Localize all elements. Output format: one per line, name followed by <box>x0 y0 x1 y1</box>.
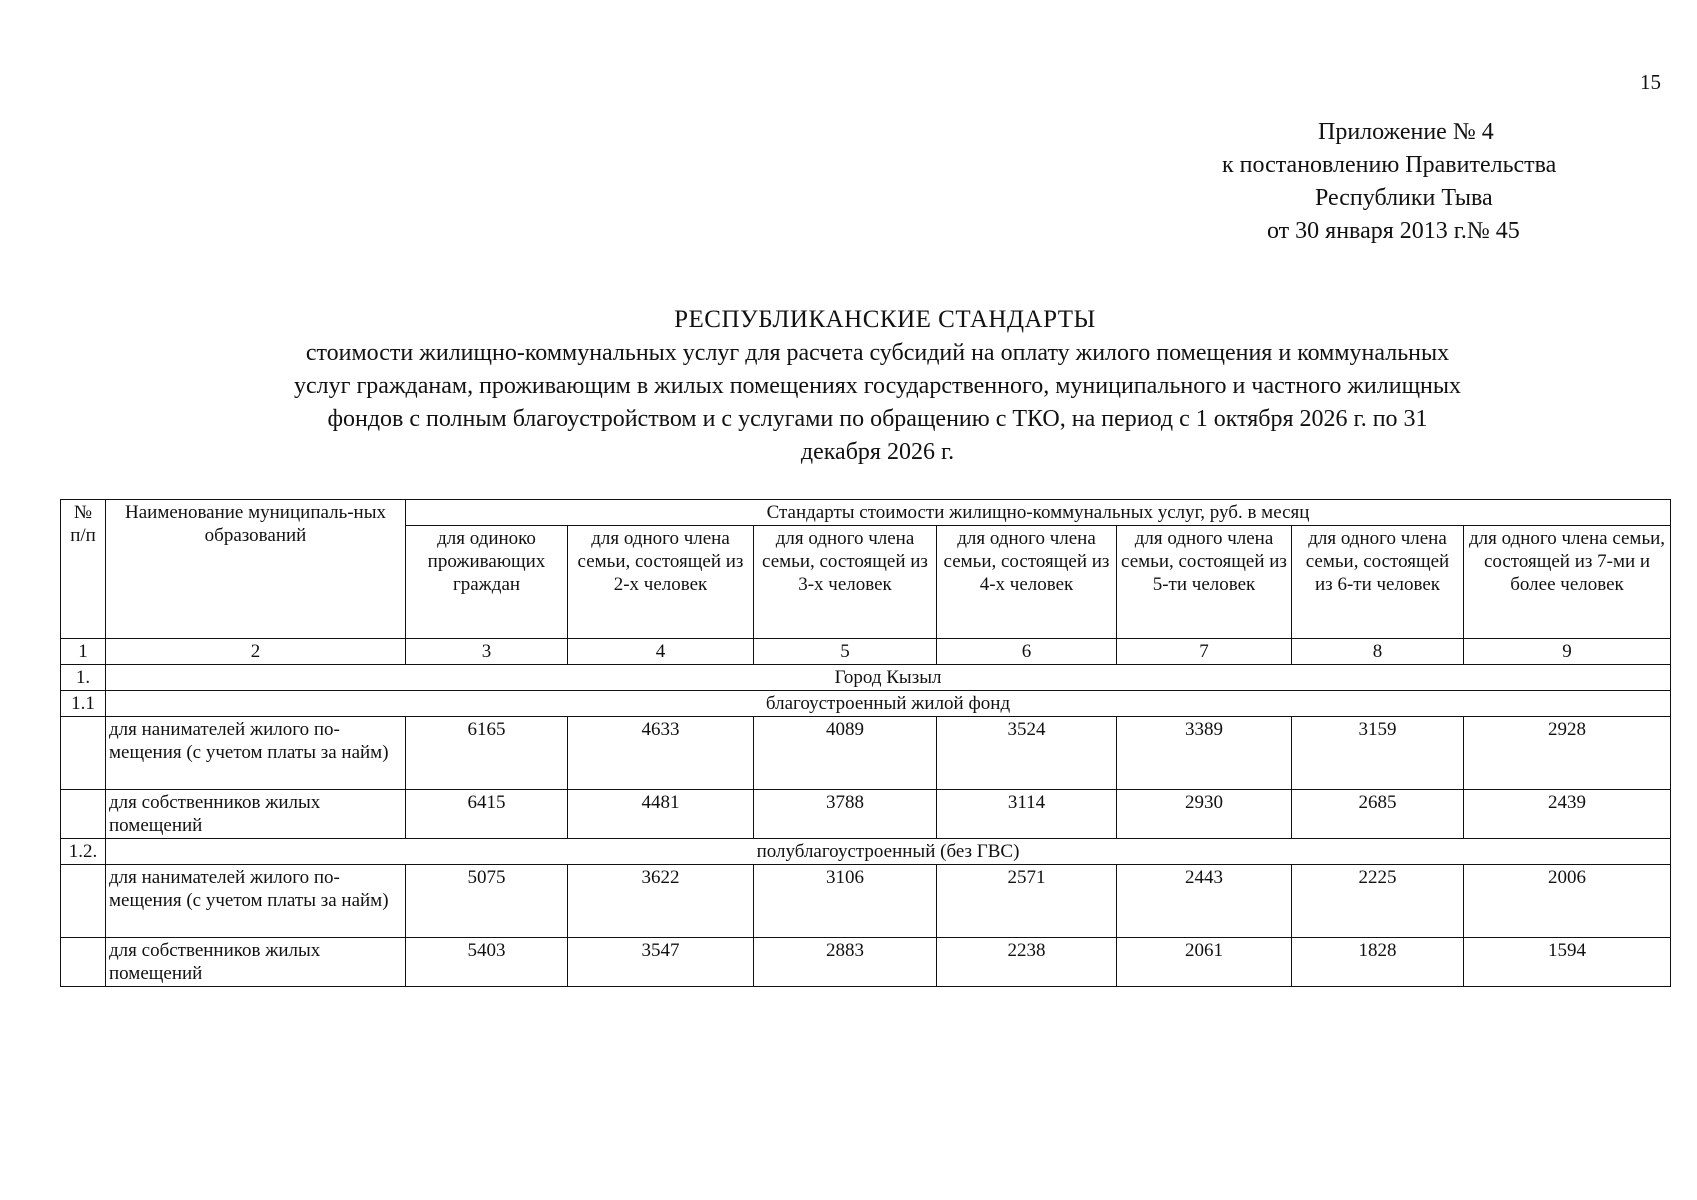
value-cell: 1828 <box>1292 938 1464 987</box>
table-row <box>61 790 1671 839</box>
value-cell: 2930 <box>1117 790 1292 839</box>
row-label: для нанимателей жилого по-мещения (с учетом платы за найм) <box>106 865 406 938</box>
row-label: для собственников жилых помещений <box>106 790 406 839</box>
appendix-line-3: Республики Тыва <box>1315 185 1493 211</box>
value-cell: 3547 <box>568 938 754 987</box>
section-row <box>61 839 1671 865</box>
row-label: для собственников жилых помещений <box>106 938 406 987</box>
index-cell: 4 <box>568 639 754 665</box>
row-no <box>61 865 106 938</box>
value-cell: 3622 <box>568 865 754 938</box>
header-col-9: для одного члена семьи, состоящей из 7-ми и более человек <box>1464 526 1671 639</box>
index-cell: 7 <box>1117 639 1292 665</box>
row-no <box>61 790 106 839</box>
value-cell: 2928 <box>1464 717 1671 790</box>
section-name: благоустроенный жилой фонд <box>106 691 1671 717</box>
section-no: 1.2. <box>61 839 106 865</box>
value-cell: 2006 <box>1464 865 1671 938</box>
header-col-8: для одного члена семьи, состоящей из 6-ти человек <box>1292 526 1464 639</box>
table-row <box>61 865 1671 938</box>
index-cell: 8 <box>1292 639 1464 665</box>
header-col-7: для одного члена семьи, состоящей из 5-ти человек <box>1117 526 1292 639</box>
value-cell: 5075 <box>406 865 568 938</box>
value-cell: 3524 <box>937 717 1117 790</box>
document-title: РЕСПУБЛИКАНСКИЕ СТАНДАРТЫ <box>674 306 1096 333</box>
standards-table <box>60 499 1671 987</box>
value-cell: 3389 <box>1117 717 1292 790</box>
table-row <box>61 938 1671 987</box>
index-cell: 3 <box>406 639 568 665</box>
header-col-5: для одного члена семьи, состоящей из 3-х человек <box>754 526 937 639</box>
city-name: Город Кызыл <box>106 665 1671 691</box>
value-cell: 4089 <box>754 717 937 790</box>
value-cell: 2443 <box>1117 865 1292 938</box>
value-cell: 6415 <box>406 790 568 839</box>
section-name: полублагоустроенный (без ГВС) <box>106 839 1671 865</box>
value-cell: 4481 <box>568 790 754 839</box>
value-cell: 3106 <box>754 865 937 938</box>
city-row <box>61 665 1671 691</box>
section-row <box>61 691 1671 717</box>
document-subtitle: стоимости жилищно-коммунальных услуг для расчета субсидий на оплату жилого помещения и коммунальных услуг гражданам, проживающим в жилых помещениях государственного, муниципального и частного жилищных фондов с полным благоустройством и с услугами по обращению с ТКО, на период с 1 октября 2026 г. по 31 декабря 2026 г. <box>293 340 1462 465</box>
page-number: 15 <box>1640 70 1661 94</box>
header-row-1 <box>61 500 1671 526</box>
header-no: № п/п <box>61 500 106 639</box>
value-cell: 3788 <box>754 790 937 839</box>
value-cell: 3114 <box>937 790 1117 839</box>
header-name: Наименование муниципаль-ных образований <box>106 500 406 639</box>
header-col-6: для одного члена семьи, состоящей из 4-х человек <box>937 526 1117 639</box>
index-cell: 6 <box>937 639 1117 665</box>
table-row <box>61 717 1671 790</box>
value-cell: 4633 <box>568 717 754 790</box>
column-index-row <box>61 639 1671 665</box>
index-cell: 5 <box>754 639 937 665</box>
index-cell: 9 <box>1464 639 1671 665</box>
value-cell: 2238 <box>937 938 1117 987</box>
header-col-3: для одиноко проживающих граждан <box>406 526 568 639</box>
row-no <box>61 717 106 790</box>
appendix-reference <box>1160 116 1680 248</box>
appendix-line-4: от 30 января 2013 г.№ 45 <box>1267 218 1520 244</box>
value-cell: 2571 <box>937 865 1117 938</box>
header-col-4: для одного члена семьи, состоящей из 2-х человек <box>568 526 754 639</box>
appendix-line-2: к постановлению Правительства <box>1222 152 1557 178</box>
city-no: 1. <box>61 665 106 691</box>
value-cell: 2225 <box>1292 865 1464 938</box>
value-cell: 2883 <box>754 938 937 987</box>
value-cell: 5403 <box>406 938 568 987</box>
value-cell: 3159 <box>1292 717 1464 790</box>
index-cell: 1 <box>61 639 106 665</box>
value-cell: 2439 <box>1464 790 1671 839</box>
header-group: Стандарты стоимости жилищно-коммунальных услуг, руб. в месяц <box>406 500 1671 526</box>
value-cell: 6165 <box>406 717 568 790</box>
value-cell: 1594 <box>1464 938 1671 987</box>
document-heading <box>80 303 1650 469</box>
index-cell: 2 <box>106 639 406 665</box>
appendix-line-1: Приложение № 4 <box>1318 119 1494 145</box>
row-label: для нанимателей жилого по-мещения (с учетом платы за найм) <box>106 717 406 790</box>
section-no: 1.1 <box>61 691 106 717</box>
row-no <box>61 938 106 987</box>
value-cell: 2061 <box>1117 938 1292 987</box>
value-cell: 2685 <box>1292 790 1464 839</box>
